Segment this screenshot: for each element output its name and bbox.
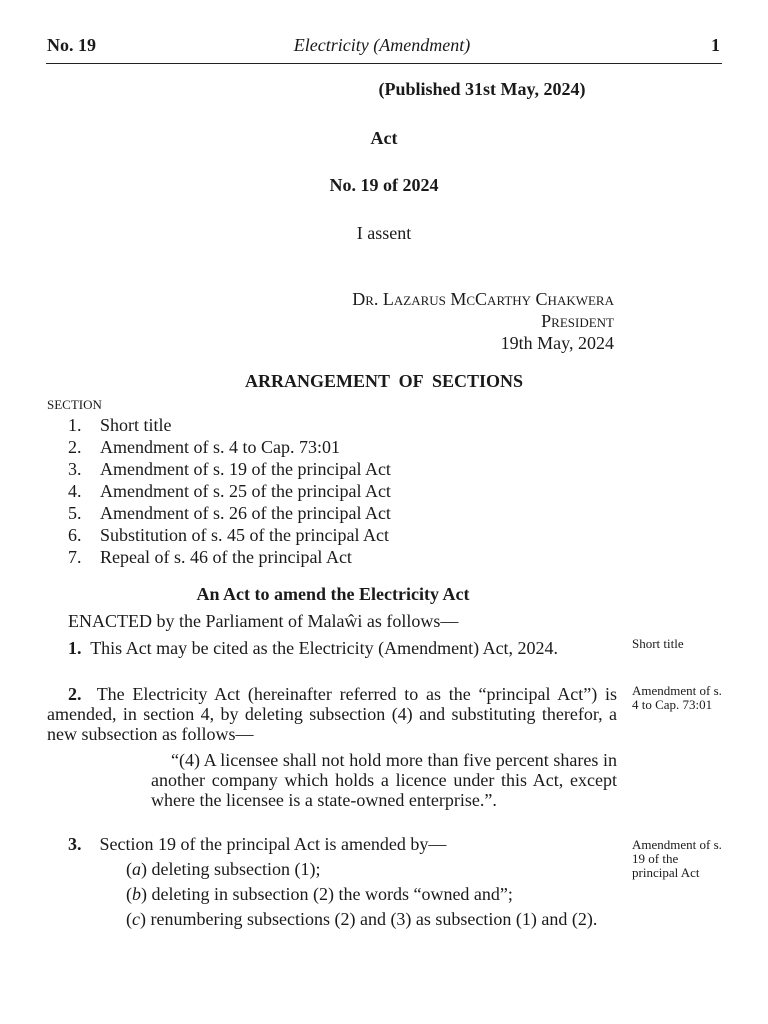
- toc-item: 4. Amendment of s. 25 of the principal Act: [68, 481, 391, 501]
- toc-item: 1. Short title: [68, 415, 172, 435]
- paragraph-a: (a) deleting subsection (1);: [126, 859, 321, 879]
- new-subsection-4-quote: “(4) A licensee shall not hold more than five percent shares in another company which holds a licence under this Act, except where the licensee is a state-owned enterprise.”.: [151, 750, 617, 810]
- assent-text: I assent: [356, 223, 412, 243]
- arrangement-heading: ARRANGEMENT OF SECTIONS: [244, 371, 524, 391]
- marginal-note-amendment-s19: Amendment of s. 19 of the principal Act: [632, 837, 722, 880]
- section-1-number: 1.: [68, 638, 82, 658]
- section-3: 3. Section 19 of the principal Act is amended by—: [68, 834, 447, 854]
- section-1: 1. This Act may be cited as the Electricity (Amendment) Act, 2024.: [68, 638, 559, 658]
- section-2-number: 2.: [68, 684, 82, 704]
- marginal-note-amendment-s4: Amendment of s. 4 to Cap. 73:01: [632, 683, 722, 712]
- paragraph-b: (b) deleting in subsection (2) the words “owned and”;: [126, 884, 513, 904]
- toc-item: 3. Amendment of s. 19 of the principal Act: [68, 459, 391, 479]
- toc-item: 6. Substitution of s. 45 of the principal Act: [68, 525, 389, 545]
- signatory-title: President: [541, 311, 614, 331]
- signatory-name: Dr. Lazarus McCarthy Chakwera: [352, 289, 614, 309]
- toc-item: 2. Amendment of s. 4 to Cap. 73:01: [68, 437, 340, 457]
- header-title: Electricity (Amendment): [293, 35, 471, 55]
- header-act-number: No. 19: [47, 35, 96, 55]
- toc-item: 5. Amendment of s. 26 of the principal Act: [68, 503, 391, 523]
- published-date: (Published 31st May, 2024): [378, 79, 586, 99]
- header-page-number: 1: [711, 35, 720, 55]
- section-2: 2. The Electricity Act (hereinafter referred to as the “principal Act”) is amended, in section 4, by deleting subsection (4) and substituting therefor, a new subsection as follows—: [47, 684, 617, 744]
- assent-date: 19th May, 2024: [500, 333, 614, 353]
- paragraph-c: (c) renumbering subsections (2) and (3) as subsection (1) and (2).: [126, 909, 598, 929]
- header-rule: [46, 63, 722, 64]
- toc-item: 7. Repeal of s. 46 of the principal Act: [68, 547, 352, 567]
- enacting-formula: ENACTED by the Parliament of Malaŵi as follows—: [68, 611, 459, 631]
- long-title: An Act to amend the Electricity Act: [196, 584, 470, 604]
- marginal-note-short-title: Short title: [632, 636, 684, 651]
- section-column-label: SECTION: [47, 397, 102, 412]
- act-number: No. 19 of 2024: [329, 175, 439, 195]
- section-3-number: 3.: [68, 834, 82, 854]
- act-label: Act: [370, 128, 398, 148]
